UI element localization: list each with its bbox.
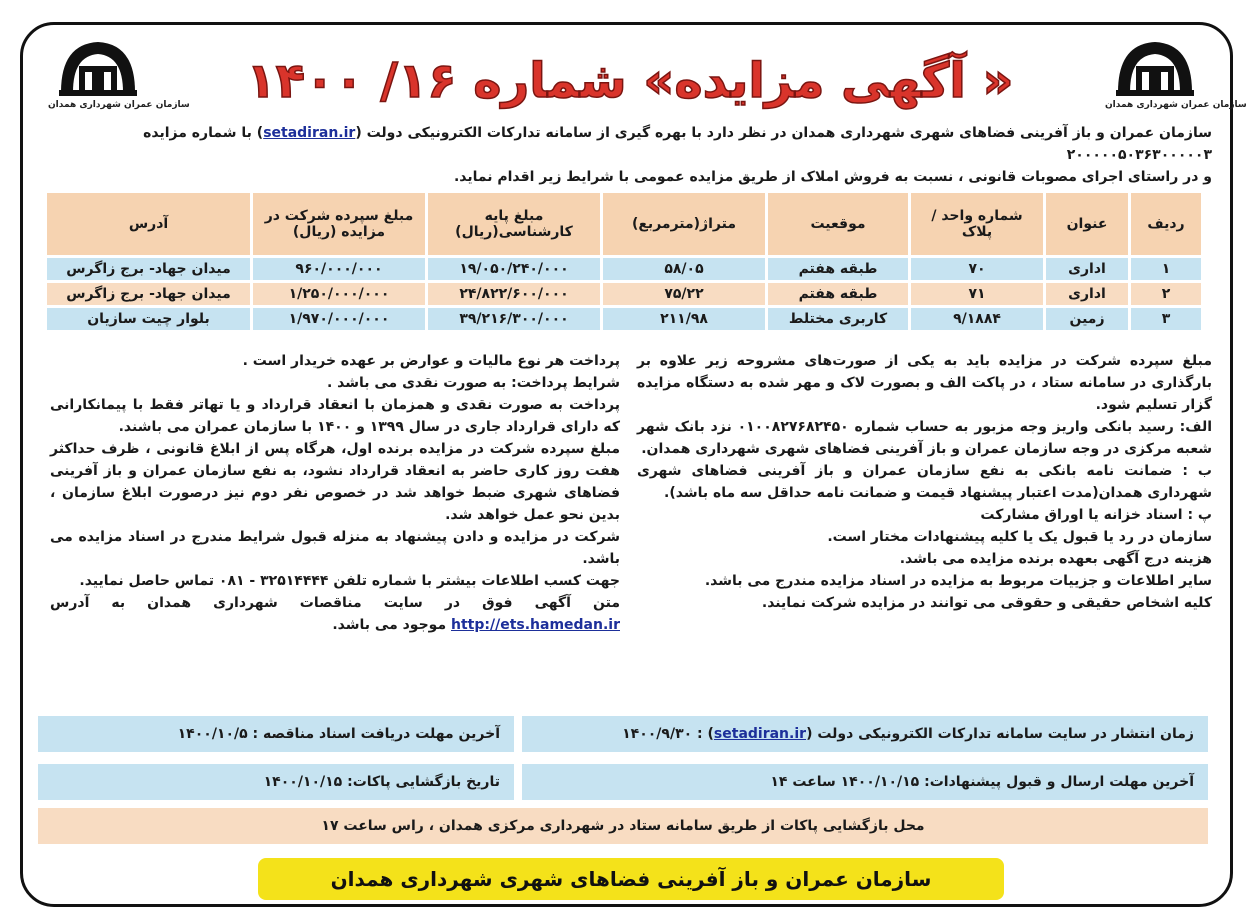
logo-caption: سازمان عمران شهرداری همدان — [1105, 100, 1247, 110]
cell-address: میدان جهاد- برج زاگرس — [47, 258, 250, 280]
col-address: آدرس — [47, 193, 250, 255]
deposit-conditions — [637, 350, 1212, 614]
cell-location: کاربری مختلط — [768, 308, 908, 330]
condition-line: پرداخت به صورت نقدی و همزمان با انعقاد قرارداد و یا تهاتر فقط با پیمانکارانی که دارای قرارداد جاری در سال ۱۳۹۹ و ۱۴۰۰ با سازمان عمران می باشند. — [50, 397, 620, 435]
intro-line-2: و در راستای اجرای مصوبات قانونی ، نسبت به فروش املاک از طریق مزایده عمومی با شرایط زیر اقدام نماید. — [453, 169, 1212, 185]
website-text-end: موجود می باشد. — [332, 617, 451, 633]
cell-base-price: ۲۴/۸۲۲/۶۰۰/۰۰۰ — [428, 283, 600, 305]
cell-row-number: ۳ — [1131, 308, 1201, 330]
col-row-number: ردیف — [1131, 193, 1201, 255]
publish-date — [522, 716, 1208, 752]
cell-area: ۵۸/۰۵ — [603, 258, 765, 280]
logo-caption: سازمان عمران شهرداری همدان — [48, 100, 190, 110]
cell-location: طبقه هفتم — [768, 258, 908, 280]
intro-line-1 — [44, 122, 1212, 166]
condition-line: هزینه درج آگهی بعهده برنده مزایده می باشد. — [899, 551, 1212, 567]
condition-line: سازمان در رد یا قبول یک یا کلیه پیشنهادات مختار است. — [827, 529, 1212, 545]
cell-title: اداری — [1046, 283, 1128, 305]
col-base-price: مبلغ پایه کارشناسی(ریال) — [428, 193, 600, 255]
dates-row-2 — [38, 764, 1208, 800]
setadiran-link[interactable]: setadiran.ir — [713, 726, 807, 742]
dates-row-1 — [38, 716, 1208, 752]
option-text: رسید بانکی واریز وجه مزبور به حساب شماره ۰۱۰۰۸۲۷۶۸۲۴۵۰ نزد بانک شهر شعبه مرکزی در وجه سازمان عمران و باز آفرینی فضاهای شهری شهرداری همدان. — [637, 419, 1212, 457]
conditions-section — [44, 350, 1212, 710]
option-be — [637, 460, 1212, 504]
org-emblem-icon — [55, 36, 141, 98]
col-title: عنوان — [1046, 193, 1128, 255]
notice-title: « آگهی مزایده» شماره ۱۶/ ۱۴۰۰ — [246, 53, 1014, 109]
cell-area: ۷۵/۲۲ — [603, 283, 765, 305]
tax-line: پرداخت هر نوع مالیات و عوارض بر عهده خریدار است . — [242, 353, 620, 369]
option-key: ب : — [1182, 463, 1212, 479]
cell-address: بلوار چیت سازیان — [47, 308, 250, 330]
payment-terms-text: به صورت نقدی می باشد . — [326, 375, 512, 391]
opening-date: تاریخ بازگشایی پاکات: ۱۴۰۰/۱۰/۱۵ — [38, 764, 514, 800]
option-key: پ : — [1187, 507, 1212, 523]
footer-org-banner: سازمان عمران و باز آفرینی فضاهای شهری شهرداری همدان — [258, 858, 1004, 900]
cell-location: طبقه هفتم — [768, 283, 908, 305]
intro-text-part: سازمان عمران و باز آفرینی فضاهای شهری شهرداری همدان در نظر دارد با بهره گیری از سامانه تدارکات الکترونیکی دولت ( — [355, 125, 1212, 141]
publish-label: زمان انتشار در سایت سامانه تدارکات الکترونیکی دولت ( — [806, 726, 1194, 742]
cell-area: ۲۱۱/۹۸ — [603, 308, 765, 330]
table-header-row — [47, 193, 1201, 255]
ets-hamedan-link[interactable]: http://ets.hamedan.ir — [451, 617, 620, 633]
condition-line: کلیه اشخاص حقیقی و حقوقی می توانند در مزایده شرکت نمایند. — [761, 595, 1212, 611]
contact-line: جهت کسب اطلاعات بیشتر با شماره تلفن ۳۲۵۱۴۴۴۴ - ۰۸۱ تماس حاصل نمایید. — [79, 573, 620, 589]
cell-title: زمین — [1046, 308, 1128, 330]
cell-base-price: ۱۹/۰۵۰/۲۴۰/۰۰۰ — [428, 258, 600, 280]
option-text: ضمانت نامه بانکی به نفع سازمان عمران و باز آفرینی فضاهای شهری شهرداری همدان(مدت اعتبار پیشنهاد قیمت و ضمانت نامه حداقل سه ماه باشد). — [637, 463, 1212, 501]
submit-deadline: آخرین مهلت ارسال و قبول پیشنهادات: ۱۴۰۰/۱۰/۱۵ ساعت ۱۴ — [522, 764, 1208, 800]
col-area: متراژ(مترمربع) — [603, 193, 765, 255]
cell-deposit: ۹۶۰/۰۰۰/۰۰۰ — [253, 258, 425, 280]
org-emblem-icon — [1112, 36, 1198, 98]
col-deposit: مبلغ سپرده شرکت در مزایده (ریال) — [253, 193, 425, 255]
cell-row-number: ۲ — [1131, 283, 1201, 305]
condition-line: مبلغ سپرده شرکت در مزایده برنده اول، هرگاه پس از ابلاغ قانونی ، ظرف حداکثر هفت روز کاری حاضر به انعقاد قرارداد نشود، به نفع سازمان عمران و باز آفرینی فضاهای شهری ضبط خواهد شد در خصوص نفر دوم نیز درصورت ابلاغ سازمان ، بدین نحو عمل خواهد شد. — [50, 441, 620, 523]
deposit-paragraph: مبلغ سپرده شرکت در مزایده باید به یکی از صورت‌های مشروحه زیر علاوه بر بارگذاری در سامانه ستاد ، در پاکت الف و بصورت لاک و مهر شده به دستگاه مزایده گزار تسلیم شود. — [637, 353, 1212, 413]
cell-base-price: ۳۹/۲۱۶/۳۰۰/۰۰۰ — [428, 308, 600, 330]
cell-address: میدان جهاد- برج زاگرس — [47, 283, 250, 305]
condition-line: شرکت در مزایده و دادن پیشنهاد به منزله قبول شرایط مندرج در اسناد مزایده می باشد. — [50, 529, 620, 567]
cell-unit-number: ۹/۱۸۸۴ — [911, 308, 1043, 330]
cell-unit-number: ۷۰ — [911, 258, 1043, 280]
intro-text — [44, 122, 1212, 188]
condition-line: سایر اطلاعات و جزییات مربوط به مزایده در اسناد مزایده مندرج می باشد. — [704, 573, 1212, 589]
cell-deposit: ۱/۹۷۰/۰۰۰/۰۰۰ — [253, 308, 425, 330]
org-logo-right — [1105, 36, 1247, 116]
col-unit-number: شماره واحد / پلاک — [911, 193, 1043, 255]
opening-place: محل بازگشایی پاکات از طریق سامانه ستاد در شهرداری مرکزی همدان ، راس ساعت ۱۷ — [38, 808, 1208, 844]
table-row — [47, 258, 1201, 280]
docs-deadline: آخرین مهلت دریافت اسناد مناقصه : ۱۴۰۰/۱۰/۵ — [38, 716, 514, 752]
intro-text-part: ) با شماره مزایده ۲۰۰۰۰۰۵۰۳۶۳۰۰۰۰۰۳ — [143, 125, 1212, 163]
properties-table — [44, 190, 1204, 333]
table-row — [47, 283, 1201, 305]
publish-value: ) : ۱۴۰۰/۹/۳۰ — [622, 726, 714, 742]
cell-unit-number: ۷۱ — [911, 283, 1043, 305]
option-key: الف: — [1179, 419, 1212, 435]
payment-terms-key: شرایط پرداخت: — [511, 375, 620, 391]
cell-row-number: ۱ — [1131, 258, 1201, 280]
option-pe — [637, 504, 1212, 526]
cell-deposit: ۱/۲۵۰/۰۰۰/۰۰۰ — [253, 283, 425, 305]
setadiran-link[interactable]: setadiran.ir — [263, 125, 356, 141]
option-alef — [637, 416, 1212, 460]
website-line — [50, 592, 620, 636]
option-text: اسناد خزانه یا اوراق مشارکت — [980, 507, 1188, 523]
payment-terms — [50, 372, 620, 394]
payment-conditions — [50, 350, 620, 636]
cell-title: اداری — [1046, 258, 1128, 280]
col-location: موقعیت — [768, 193, 908, 255]
table-row — [47, 308, 1201, 330]
website-text: متن آگهی فوق در سایت مناقصات شهرداری همدان به آدرس — [50, 595, 620, 611]
org-logo-left — [48, 36, 190, 116]
